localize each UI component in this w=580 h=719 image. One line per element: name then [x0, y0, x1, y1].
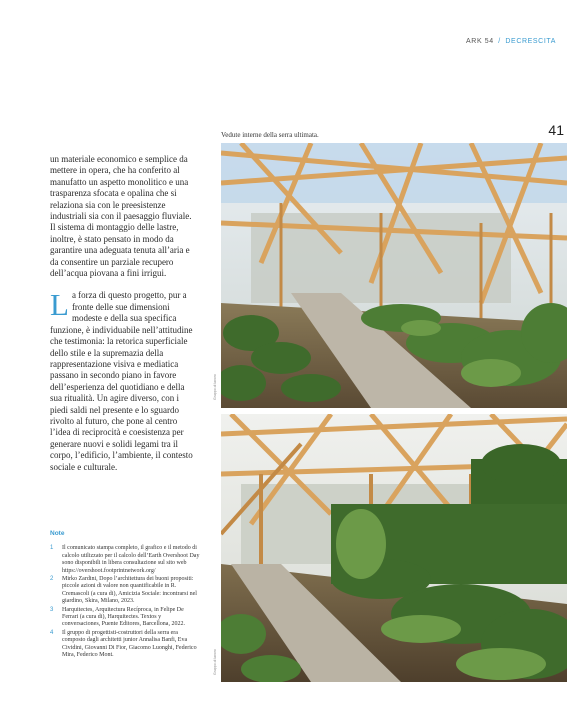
note-item — [50, 545, 200, 575]
note-text: Il gruppo di progettisti-costruttori della serra era composto dagli architetti junior Annalisa Banfi, Eva Cividini, Giovanni Di Fior, Giacomo Luonghi, Federico Mira, Federico Mont. — [62, 629, 197, 659]
note-number: 3 — [50, 606, 54, 613]
running-header — [466, 38, 556, 45]
photo-credit-1: Gruppo di lavoro — [213, 374, 217, 400]
paragraph-2-text: a forza di questo progetto, pur a fronte delle sue dimensioni modeste e della sua specifica funzione, è individuabile nell’attitudine che testimonia: la retorica superficiale dello stile e la supremazia della rappresentazione visiva e mediatica passano in secondo piano in favore dell’esperienza del quotidiano e della sua ritualità. Un agire diverso, con i piedi saldi nel presente e lo sguardo rivolto al futuro, che pone al centro l’idea di reciprocità e coesistenza per generare nuovi e solidi legami tra il corpo, l’edificio, l’ambiente, il contesto sociale e culturale. — [50, 290, 193, 472]
section-name: DECRESCITA — [505, 38, 556, 45]
greenhouse-photo-2 — [221, 414, 567, 682]
page-number: 41 — [548, 122, 564, 138]
greenhouse-photo-1 — [221, 143, 567, 408]
photo-caption: Vedute interne della serra ultimata. — [221, 131, 319, 139]
greenhouse-illustration — [221, 414, 567, 682]
notes-title: Note — [50, 530, 65, 537]
magazine-issue: ARK 54 — [466, 38, 494, 45]
note-text: Mirko Zardini, Dopo l’architettura dei buoni propositi: piccole azioni di valore non quantificabile in R. Cremascoli (a cura di), Amicizia Sociale: incontrarsi nel giardino, Skira, Milano, 2023. — [62, 576, 197, 605]
note-item — [50, 630, 200, 660]
paragraph-2 — [50, 287, 198, 473]
note-text: Il comunicato stampa completo, il grafico e il metodo di calcolo utilizzato per il calcolo dell’Earth Overshoot Day sono disponibili in libera consultazione sul sito web https://overshoot.footprintnetwork.org/ — [62, 545, 200, 574]
article-body — [50, 154, 198, 473]
header-separator: / — [498, 38, 501, 45]
paragraph-1: un materiale economico e semplice da mettere in opera, che ha conferito al manufatto un aspetto monolitico e una trasparenza sfocata e opalina che si relaziona sia con le preesistenze industriali sia con il paesaggio fluviale. Il sistema di montaggio delle lastre, inoltre, è stato pensato in modo da garantire una adeguata tenuta all’aria e da consentire un parziale recupero dell’acqua piovana a fini irrigui. — [50, 154, 192, 279]
note-item — [50, 576, 200, 606]
note-number: 1 — [50, 545, 54, 552]
photo-credit-2: Gruppo di lavoro — [213, 649, 217, 675]
note-item — [50, 607, 200, 629]
notes-section — [50, 530, 200, 661]
note-number: 4 — [50, 629, 54, 636]
drop-cap: L — [50, 287, 69, 323]
note-number: 2 — [50, 576, 54, 583]
note-text: Harquitectes, Arquitectura Recíproca, in Felipe De Ferrari (a cura di), Harquitectes. Textos y conversaciones, Puente Editores, Barcellona, 2022. — [62, 606, 185, 628]
greenhouse-illustration — [221, 143, 567, 408]
